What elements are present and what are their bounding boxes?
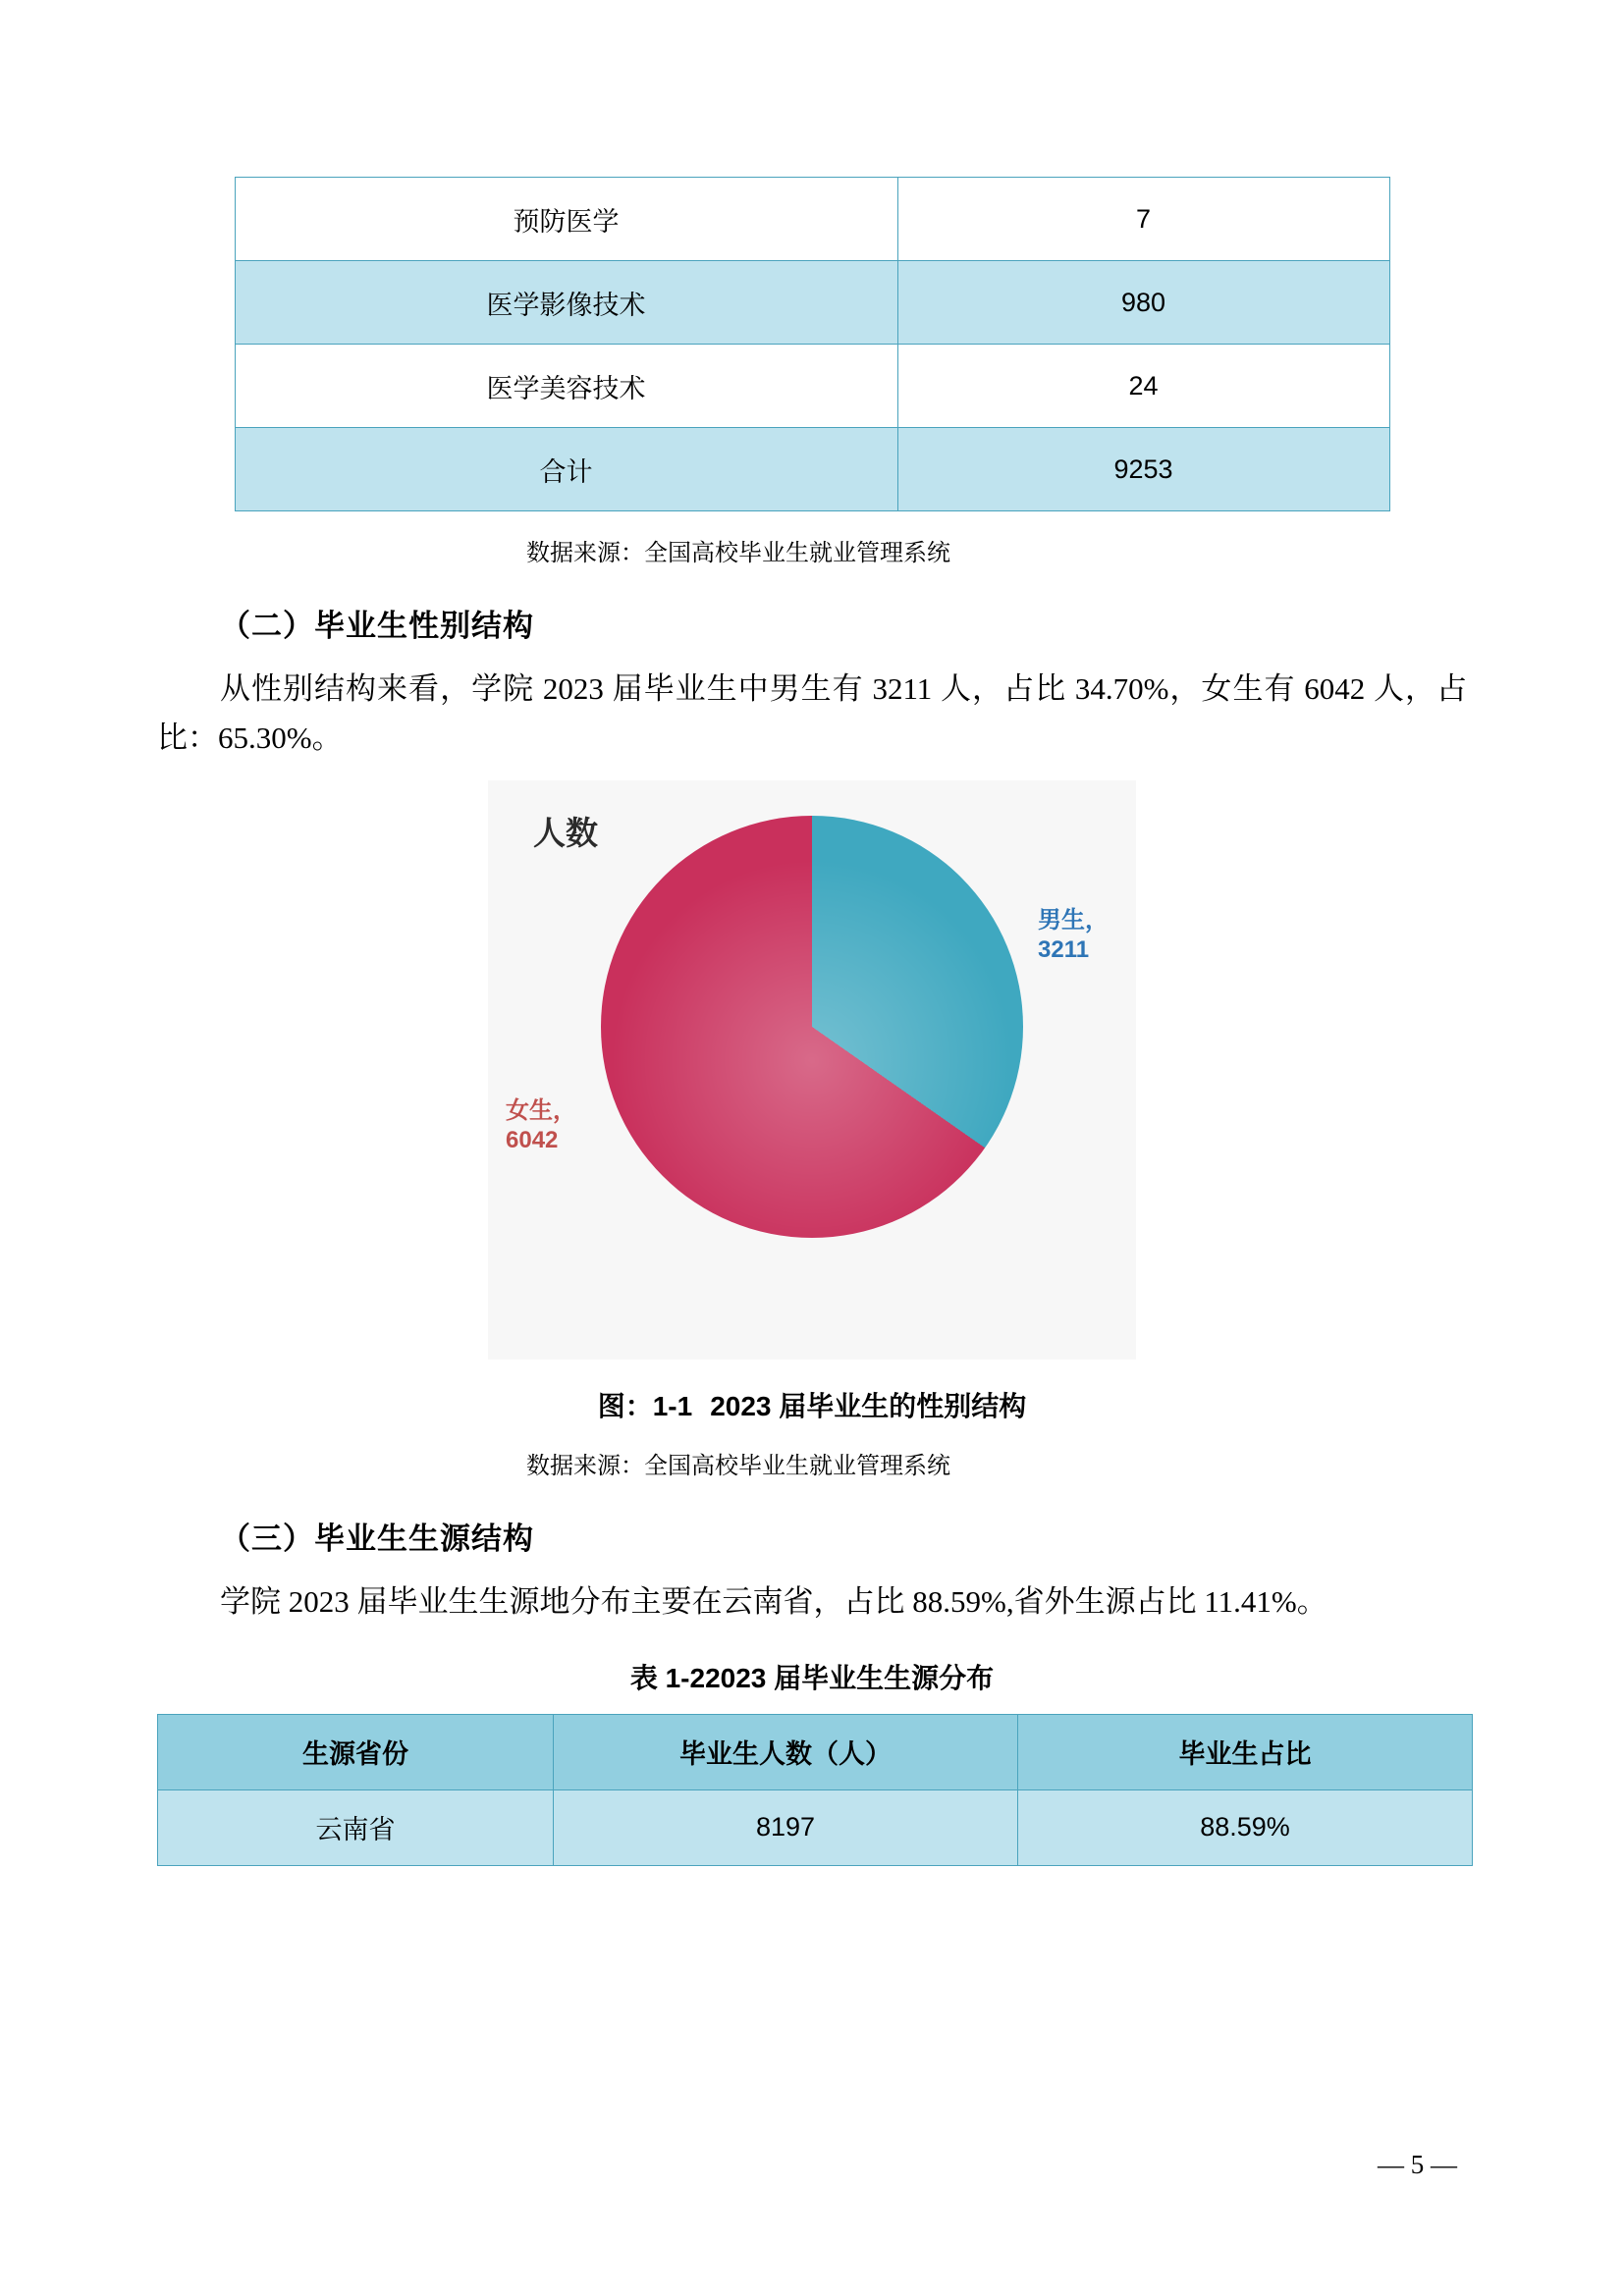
pie-graphic	[601, 816, 1023, 1238]
origin-distribution-table	[157, 1714, 1473, 1866]
cell-count: 8197	[554, 1789, 1018, 1865]
table-header-row	[158, 1714, 1473, 1789]
table-row	[235, 178, 1389, 261]
figure-caption-prefix: 图：	[597, 1391, 653, 1422]
table-caption	[157, 1657, 1467, 1696]
table-caption-prefix: 表 1-2	[629, 1662, 706, 1693]
table-caption-text: 2023 届毕业生生源分布	[705, 1662, 995, 1693]
section-heading-gender: （二）毕业生性别结构	[220, 609, 534, 643]
section-paragraph-origin: 学院 2023 届毕业生生源地分布主要在云南省，占比 88.59%,省外生源占比 11.41%。	[220, 1584, 1327, 1620]
major-name-cell: 医学影像技术	[235, 261, 897, 345]
majors-count-table	[235, 177, 1390, 511]
header-province: 生源省份	[158, 1714, 554, 1789]
table-row	[235, 345, 1389, 428]
pie-slices	[601, 816, 1023, 1238]
chart-title: 人数	[533, 815, 598, 852]
source-note-figure: 数据来源：全国高校毕业生就业管理系统	[526, 1453, 950, 1480]
header-ratio: 毕业生占比	[1018, 1714, 1473, 1789]
section-heading-origin: （三）毕业生生源结构	[220, 1522, 534, 1557]
header-count: 毕业生人数（人）	[554, 1714, 1018, 1789]
cell-ratio: 88.59%	[1018, 1789, 1473, 1865]
pie-label-female-line1: 女生，	[506, 1097, 576, 1125]
major-count-cell: 7	[897, 178, 1389, 261]
figure-caption	[157, 1385, 1467, 1424]
figure-caption-number: 1-1	[652, 1391, 693, 1422]
major-name-cell: 医学美容技术	[235, 345, 897, 428]
pie-label-male-line1: 男生，	[1038, 907, 1109, 934]
major-count-cell: 24	[897, 345, 1389, 428]
major-name-cell: 合计	[235, 428, 897, 511]
pie-label-female-line2: 6042	[506, 1127, 559, 1154]
source-note-top: 数据来源：全国高校毕业生就业管理系统	[526, 540, 950, 566]
section-paragraph-gender: 从性别结构来看，学院 2023 届毕业生中男生有 3211 人，占比 34.70%，女生有 6042 人，占比：65.30%。	[157, 671, 1467, 756]
major-count-cell: 980	[897, 261, 1389, 345]
pie-label-male-line2: 3211	[1038, 936, 1090, 964]
table-row-total	[235, 428, 1389, 511]
table-row	[235, 261, 1389, 345]
pie-label-male	[1038, 906, 1109, 965]
table-row	[158, 1789, 1473, 1865]
gender-pie-chart	[488, 780, 1136, 1360]
figure-caption-text: 2023 届毕业生的性别结构	[710, 1391, 1027, 1422]
cell-province: 云南省	[158, 1789, 554, 1865]
page-number: — 5 —	[1378, 2150, 1457, 2179]
pie-label-female	[506, 1096, 576, 1155]
major-count-cell: 9253	[897, 428, 1389, 511]
major-name-cell: 预防医学	[235, 178, 897, 261]
